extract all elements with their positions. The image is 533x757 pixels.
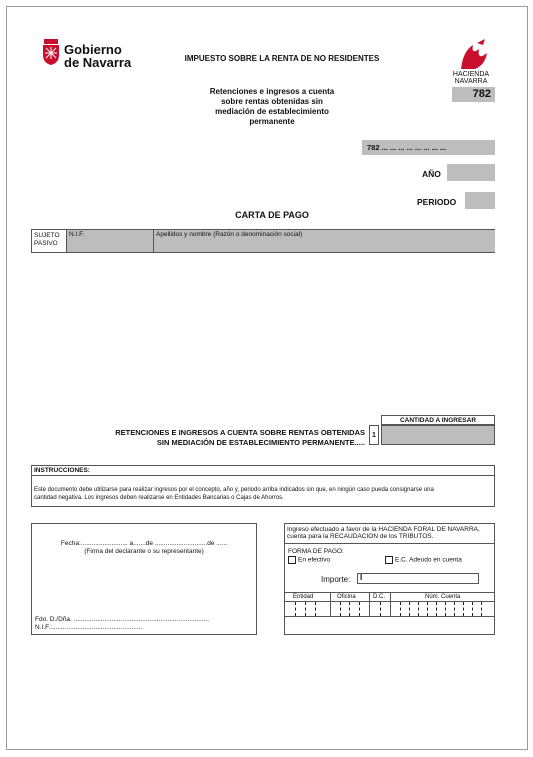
form-title: IMPUESTO SOBRE LA RENTA DE NO RESIDENTES bbox=[184, 54, 380, 63]
cuenta-digit-field[interactable] bbox=[285, 602, 494, 616]
ingreso-line2: SIN MEDIACIÓN DE ESTABLECIMIENTO PERMANENTE..... bbox=[156, 438, 365, 447]
adeudo-checkbox[interactable] bbox=[385, 556, 393, 564]
sujeto-label-line1: SUJETO bbox=[34, 232, 60, 239]
hacienda-line2: NAVARRA bbox=[454, 78, 488, 85]
name-field[interactable] bbox=[153, 230, 495, 252]
hacienda-navarra-logo-icon bbox=[455, 39, 495, 73]
col-oficina: Oficina bbox=[337, 594, 356, 600]
logo-text bbox=[64, 43, 131, 69]
form-subtitle bbox=[187, 87, 357, 127]
model-code-field[interactable]: 782 ... ... ... ... ... ... ... ... bbox=[362, 140, 495, 155]
box-number-1: 1 bbox=[369, 425, 379, 445]
efectivo-label: En efectivo bbox=[298, 556, 331, 564]
year-field[interactable] bbox=[447, 164, 495, 181]
efectivo-option[interactable] bbox=[288, 556, 330, 564]
instrucciones-text bbox=[34, 486, 494, 502]
sujeto-pasivo-label bbox=[34, 232, 60, 248]
pago-line1: Ingreso efectuado a favor de la HACIENDA FORAL DE NAVARRA, bbox=[287, 526, 480, 533]
amount-header: CANTIDAD A INGRESAR bbox=[381, 415, 495, 425]
logo-line2: de Navarra bbox=[64, 55, 132, 70]
instrucciones-line1: Este documento debe utilizarse para realizar ingresos por el concepto, año y, periodo arriba indicados sin que, en ningún caso pueda consignarse una bbox=[34, 487, 434, 493]
firma-caption: (Firma del declarante o su representante) bbox=[84, 548, 204, 555]
cuenta-bottom-line bbox=[285, 616, 494, 617]
col-dc: D.C. bbox=[373, 594, 385, 600]
subtitle-line1: Retenciones e ingresos a cuenta bbox=[209, 87, 335, 96]
pago-line2: cuenta para la RECAUDACION de los TRIBUTOS. bbox=[287, 533, 434, 540]
instrucciones-box bbox=[31, 465, 495, 507]
instrucciones-line2: cantidad negativa. Los ingresos deben realizarse en Entidades Bancarias o Cajas de Ahorros. bbox=[34, 495, 284, 501]
nif-label: N.I.F. bbox=[69, 231, 85, 238]
firma-nif-line: N.I.F.:.................................................. bbox=[35, 624, 143, 631]
importe-marker: I bbox=[360, 573, 363, 582]
adeudo-label: E.C. Adeudo en cuenta bbox=[395, 556, 462, 564]
efectivo-checkbox[interactable] bbox=[288, 556, 296, 564]
col-entidad: Entidad bbox=[293, 594, 314, 600]
instrucciones-divider bbox=[32, 475, 494, 476]
period-field[interactable] bbox=[465, 192, 495, 209]
year-label: AÑO bbox=[422, 169, 441, 179]
ingreso-line1: RETENCIONES E INGRESOS A CUENTA SOBRE RENTAS OBTENIDAS bbox=[115, 428, 365, 437]
fecha-line: Fecha:.......................... a.......de .............................de ...... bbox=[60, 540, 228, 547]
amount-field[interactable] bbox=[381, 425, 495, 445]
importe-field[interactable] bbox=[357, 573, 479, 584]
carta-de-pago-title: CARTA DE PAGO bbox=[235, 210, 309, 220]
pago-header bbox=[287, 526, 480, 540]
name-label: Apellidos y nombre (Razón o denominación social) bbox=[156, 231, 303, 238]
hacienda-text bbox=[443, 71, 499, 85]
adeudo-option[interactable] bbox=[385, 556, 462, 564]
subtitle-line3: mediación de establecimiento bbox=[215, 107, 329, 116]
fdo-line: Fdo. D./Dña. ........................................................................... bbox=[35, 616, 210, 623]
instrucciones-title: INSTRUCCIONES: bbox=[34, 467, 90, 474]
logo-line1: Gobierno bbox=[64, 42, 122, 57]
subtitle-line2: sobre rentas obtenidas sin bbox=[221, 97, 323, 106]
col-cuenta: Núm. Cuenta bbox=[425, 594, 461, 600]
model-number-box: 782 bbox=[452, 87, 495, 102]
sujeto-pasivo-row bbox=[31, 229, 495, 253]
forma-de-pago-label: FORMA DE PAGO: bbox=[288, 548, 344, 555]
hacienda-line1: HACIENDA bbox=[452, 71, 490, 78]
form-page bbox=[6, 6, 528, 750]
subtitle-line4: permanente bbox=[249, 117, 295, 126]
period-label: PERIODO bbox=[417, 197, 457, 207]
importe-label: Importe: bbox=[321, 575, 351, 584]
firma-box bbox=[31, 523, 257, 635]
sujeto-label-line2: PASIVO bbox=[34, 240, 58, 247]
ingreso-concept bbox=[107, 428, 365, 448]
nif-field[interactable] bbox=[66, 230, 153, 252]
navarra-coat-of-arms-icon bbox=[41, 39, 61, 65]
pago-divider bbox=[285, 543, 494, 544]
pago-box bbox=[284, 523, 495, 635]
